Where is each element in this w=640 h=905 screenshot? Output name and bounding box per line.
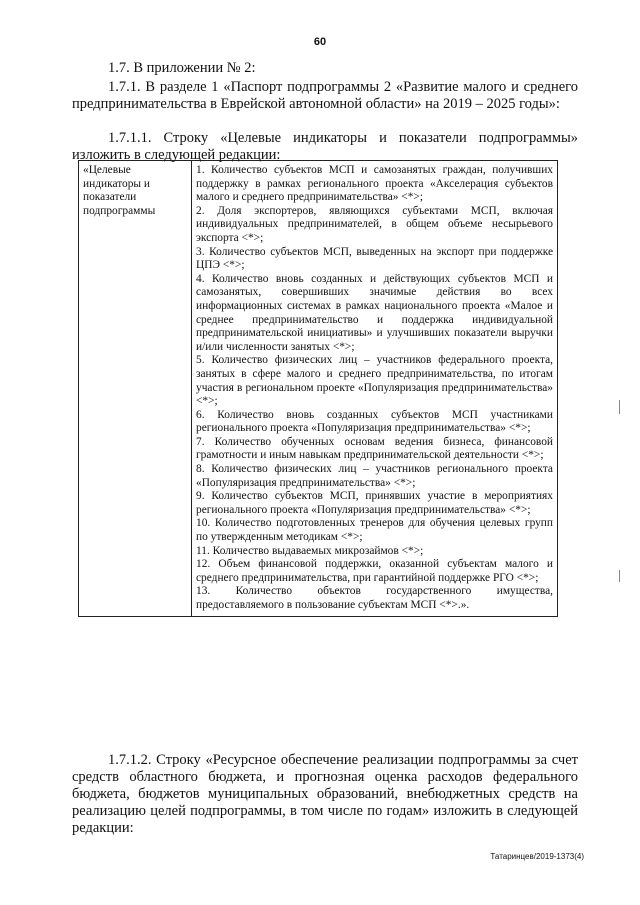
scan-edge-mark [619, 570, 620, 582]
indicator-item: 5. Количество физических лиц – участников федерального проекта, занятых в сфере малого и среднего предпринимательства, по итогам участия в региональном проекте «Популяризация предпринимательства» <*>; [196, 354, 553, 408]
indicator-item: 9. Количество субъектов МСП, принявших участие в мероприятиях регионального проекта «Популяризация предпринимательства» <*>; [196, 490, 553, 516]
paragraph-1-7-1-1: 1.7.1.1. Строку «Целевые индикаторы и показатели подпрограммы» изложить в следующей редакции: [72, 130, 578, 163]
indicator-item: 7. Количество обученных основам ведения бизнеса, финансовой грамотности и иным навыкам предпринимательской деятельности <*>; [196, 435, 553, 462]
paragraph-1-7-1-2: 1.7.1.2. Строку «Ресурсное обеспечение реализации подпрограммы за счет средств областного бюджета, и прогнозная оценка расходов федерального бюджета, бюджетов муниципальных образований, внебюджетных средств на реализацию целей подпрограммы, в том числе по годам» изложить в следующей редакции: [72, 752, 578, 836]
indicators-table [78, 160, 558, 617]
document-code: Татаринцев/2019-1373(4) [490, 852, 584, 861]
indicator-item: 12. Объем финансовой поддержки, оказанной субъектам малого и среднего предпринимательства, при гарантийной поддержке РГО <*>; [196, 558, 553, 584]
table-row [79, 161, 558, 617]
indicator-item: 10. Количество подготовленных тренеров для обучения целевых групп по утвержденным методикам <*>; [196, 517, 553, 544]
indicator-item: 8. Количество физических лиц – участников регионального проекта «Популяризация предпринимательства» <*>; [196, 463, 553, 489]
indicator-item: 2. Доля экспортеров, являющихся субъектами МСП, включая индивидуальных предпринимателей, в общем объеме несырьевого экспорта <*>; [196, 204, 553, 244]
paragraph-1-7: 1.7. В приложении № 2: [108, 60, 256, 76]
indicator-item: 13. Количество объектов государственного имущества, предоставляемого в пользование субъектам МСП <*>.». [196, 585, 553, 611]
indicator-item: 6. Количество вновь созданных субъектов МСП участниками регионального проекта «Популяризация предпринимательства» <*>; [196, 408, 553, 435]
scan-edge-mark [619, 400, 620, 414]
indicator-item: 3. Количество субъектов МСП, выведенных на экспорт при поддержке ЦПЭ <*>; [196, 245, 553, 272]
indicator-item: 1. Количество субъектов МСП и самозанятых граждан, получивших поддержку в рамках регионального проекта «Акселерация субъектов малого и среднего предпринимательства» <*>; [196, 164, 553, 204]
indicators-list-cell [192, 161, 558, 617]
indicator-item: 4. Количество вновь созданных и действующих субъектов МСП и самозанятых, совершивших значимые действия во всех информационных системах в рамках национального проекта «Малое и среднее предпринимательство и поддержка индивидуальной предпринимательской инициативы» и улучшивших показатели выручки и/или численности занятых <*>; [196, 272, 553, 353]
paragraph-1-7-1: 1.7.1. В разделе 1 «Паспорт подпрограммы 2 «Развитие малого и среднего предпринимательства в Еврейской автономной области» на 2019 – 2025 годы»: [72, 79, 578, 112]
page-number: 60 [313, 36, 327, 48]
row-label-cell: «Целевые индикаторы и показатели подпрограммы [79, 161, 192, 617]
indicator-item: 11. Количество выдаваемых микрозаймов <*>; [196, 544, 424, 557]
